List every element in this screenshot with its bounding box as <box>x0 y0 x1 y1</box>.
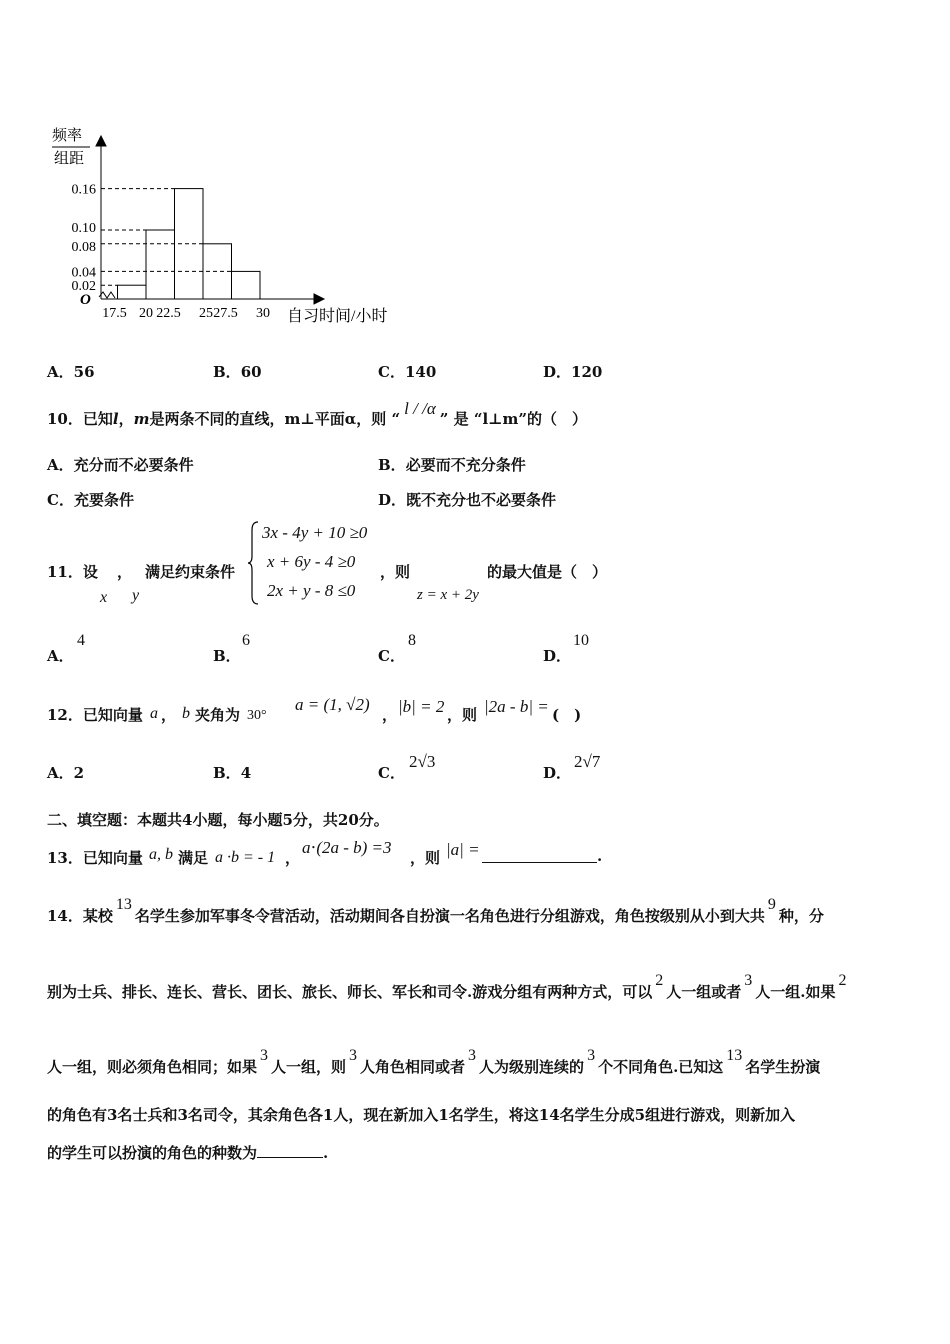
histogram-chart <box>0 0 420 340</box>
q12-comma-2: ， <box>382 706 398 724</box>
y-tick-label: 0.04 <box>71 265 96 281</box>
q12-angle: 30° <box>247 708 267 723</box>
q9-option-c[interactable]: C．140 <box>378 363 437 381</box>
q14-line-4: 的角色有3名士兵和3名司令，其余角色各1人，现在新加入1名学生，将这14名学生分成5组进行游戏，则新加入 <box>47 1106 796 1124</box>
q13-expr: a⋅(2a - b) =3 <box>302 838 392 857</box>
q12-ask: |2a - b| = <box>484 697 549 716</box>
x-tick-label: 27.5 <box>213 306 238 321</box>
q12-a-coord: a = (1, √2) <box>295 695 370 714</box>
q11-option-a[interactable]: A． <box>47 647 74 665</box>
q11-brace <box>248 520 260 606</box>
q11-option-c[interactable]: C． <box>378 647 405 665</box>
q11-z: z = x + 2y <box>417 587 479 603</box>
origin-label: O <box>80 292 91 308</box>
y-axis-arrow <box>96 136 106 146</box>
q9-option-b[interactable]: B．60 <box>213 363 262 381</box>
q14-answer-blank[interactable] <box>257 1143 323 1158</box>
q10-option-c[interactable]: C．充要条件 <box>47 491 134 509</box>
q10-option-b[interactable]: B．必要而不充分条件 <box>378 456 526 474</box>
xlabel: 自习时间/小时 <box>287 308 388 325</box>
q12-b-norm: |b| = 2 <box>398 697 445 716</box>
q11-prefix: 11．设 <box>47 563 98 581</box>
q10-formula: l / /α <box>404 399 436 418</box>
q12-option-c[interactable]: C． <box>378 764 405 782</box>
q11-sep: ， <box>117 563 133 581</box>
q12-prefix: 12．已知向量 <box>47 706 143 724</box>
q13-ask: |a| = <box>446 840 480 859</box>
x-tick-label: 30 <box>256 306 270 321</box>
q14-line-2: 别为士兵、排长、连长、营长、团长、旅长、师长、军长和司令.游戏分组有两种方式，可以2人一组或者3人一组.如果2 <box>47 972 847 1001</box>
q11-x: x <box>100 589 108 606</box>
q12-angle-text: 夹角为 <box>195 706 241 724</box>
x-tick-label: 17.5 <box>102 306 127 321</box>
q13-answer-blank[interactable] <box>482 845 597 863</box>
q14-line-3: 人一组，则必须角色相同；如果3人一组，则3人角色相同或者3人为级别连续的3个不同角色.已知这13名学生扮演 <box>47 1047 821 1076</box>
q9-option-a[interactable]: A．56 <box>47 363 95 381</box>
q11-then: ，则 <box>380 563 411 581</box>
q13-prefix: 13．已知向量 <box>47 849 143 867</box>
q11-option-a-value: 4 <box>77 632 85 649</box>
y-tick-label: 0.16 <box>71 182 96 198</box>
histogram-bar-5 <box>232 271 261 299</box>
q12-paren: ( ) <box>552 706 582 724</box>
q10-option-d[interactable]: D．既不充分也不必要条件 <box>378 491 557 509</box>
q11-mid: 满足约束条件 <box>145 563 236 581</box>
x-tick-label: 20 <box>139 306 153 321</box>
q11-constraint-3: 2x + y - 8 ≤0 <box>267 581 356 600</box>
q11-option-d[interactable]: D． <box>543 647 572 665</box>
q12-b: b <box>182 705 190 722</box>
y-tick-label: 0.08 <box>71 239 96 255</box>
ylabel-bottom: 组距 <box>54 151 85 167</box>
x-axis-arrow <box>314 294 324 304</box>
q11-option-d-value: 10 <box>573 632 589 649</box>
q12-option-d[interactable]: D． <box>543 764 572 782</box>
q14-line-1: 14．某校13名学生参加军事冬令营活动，活动期间各自扮演一名角色进行分组游戏，角色按级别从小到大共9种，分 <box>47 896 824 925</box>
q13-end: . <box>597 847 603 865</box>
q12-then: ，则 <box>447 706 478 724</box>
q12-option-b[interactable]: B．4 <box>213 764 252 782</box>
q11-y: y <box>132 587 140 604</box>
q13-then: ，则 <box>410 849 441 867</box>
q12-option-a[interactable]: A．2 <box>47 764 85 782</box>
q11-option-b-value: 6 <box>242 632 250 649</box>
q10-stem: 10．已知l，m是两条不同的直线，m⊥平面α，则 “l / /α” 是 “l⊥m”的（ ） <box>47 399 588 428</box>
q12-option-d-value: 2√7 <box>574 752 601 771</box>
x-tick-label: 22.5 <box>156 306 181 321</box>
section-heading: 二、填空题：本题共4小题，每小题5分，共20分。 <box>47 811 389 829</box>
q11-constraint-2: x + 6y - 4 ≥0 <box>267 552 356 571</box>
q11-option-c-value: 8 <box>408 632 416 649</box>
q11-constraint-1: 3x - 4y + 10 ≥0 <box>262 523 368 542</box>
ylabel-top: 频率 <box>52 128 83 144</box>
histogram-bar-2 <box>146 230 175 299</box>
q13-comma: ， <box>285 849 301 867</box>
q11-option-b[interactable]: B． <box>213 647 241 665</box>
q11-tail: 的最大值是（ ） <box>487 563 608 581</box>
q9-option-d[interactable]: D．120 <box>543 363 603 381</box>
q12-a: a <box>150 705 158 722</box>
q14-line-5: 的学生可以扮演的角色的种数为 . <box>47 1144 329 1162</box>
x-tick-label: 25 <box>199 306 213 321</box>
y-tick-label: 0.02 <box>71 279 96 295</box>
q12-comma: ， <box>161 706 177 724</box>
histogram-bar-1 <box>118 285 147 299</box>
q13-satisfy: 满足 <box>178 849 209 867</box>
y-tick-label: 0.10 <box>71 221 96 236</box>
q12-option-c-value: 2√3 <box>409 752 436 771</box>
q13-dot: a ·b = - 1 <box>215 849 276 866</box>
q13-ab: a, b <box>149 846 173 863</box>
q10-option-a[interactable]: A．充分而不必要条件 <box>47 456 194 474</box>
